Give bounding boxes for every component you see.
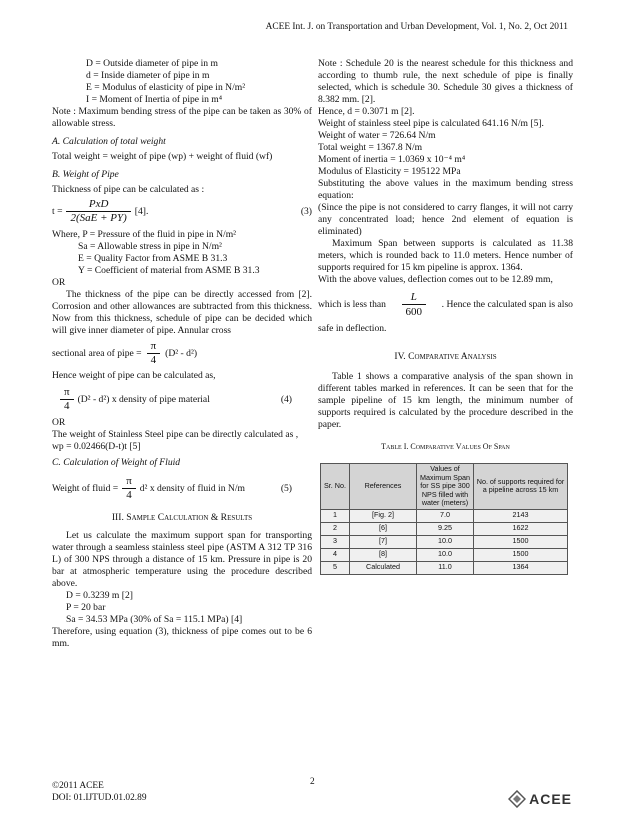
deflection-text: With the above values, deflection comes out to be 12.89 mm, <box>318 274 553 285</box>
schedule-note: Note : Schedule 20 is the nearest schedule for this thickness and according to thumb rule, the next schedule of pipe is finally selected, which is schedule 30. Schedule 30 gives a thickness of 8.382 mm. [2]. <box>318 58 573 105</box>
page-number: 2 <box>310 777 315 787</box>
cell-span: 10.0 <box>417 548 474 561</box>
cell-sr: 3 <box>321 535 350 548</box>
sample-paragraph: Let us calculate the maximum support span for transporting water through a seamless stainless steel pipe (ASTM A 312 TP 316 L) of 300 NPS through a distance of 15 km. Pressure in pipe is 20 bar at atmospheric temperature using the procedure described above. <box>52 530 312 589</box>
table-row <box>321 561 568 574</box>
value-D: D = 0.3239 m [2] <box>66 590 133 601</box>
hence-d: Hence, d = 0.3071 m [2]. <box>318 106 415 117</box>
footer <box>52 780 147 804</box>
running-header: ACEE Int. J. on Transportation and Urban Development, Vol. 1, No. 2, Oct 2011 <box>265 22 568 32</box>
eq3-ref: [4]. <box>134 205 149 217</box>
where-pressure: Where, P = Pressure of the fluid in pipe in N/m² <box>52 229 237 240</box>
total-weight-formula: Total weight = weight of pipe (wp) + weight of fluid (wf) <box>52 151 273 162</box>
wp-formula: wp = 0.02466(D-t)t [5] <box>52 441 141 452</box>
four-denominator: 4 <box>60 399 74 413</box>
eq5-number: (5) <box>280 482 292 494</box>
section-4-heading: IV. Comparative Analysis <box>394 351 497 362</box>
pi-numerator: π <box>64 386 70 398</box>
cell-span: 7.0 <box>417 509 474 522</box>
cell-sr: 5 <box>321 561 350 574</box>
col-supports: No. of supports required for a pipeline across 15 km <box>474 464 568 510</box>
section-3-heading: III. Sample Calculation & Results <box>111 512 253 523</box>
hence-weight: Hence weight of pipe can be calculated as, <box>52 370 216 381</box>
doi: DOI: 01.IJTUD.01.02.89 <box>52 793 147 803</box>
cell-ref: [Fig. 2] <box>350 509 417 522</box>
definition-d: d = Inside diameter of pipe in m <box>86 70 210 81</box>
area-fraction <box>147 340 161 367</box>
cell-span: 11.0 <box>417 561 474 574</box>
col-references: References <box>350 464 417 510</box>
cell-ref: [6] <box>350 522 417 535</box>
deflection-limit <box>318 290 573 319</box>
cell-ref: Calculated <box>350 561 417 574</box>
eq3-numerator: PxD <box>88 198 109 210</box>
eq4-rhs: (D² - d²) x density of pipe material <box>77 393 210 405</box>
value-Sa: Sa = 34.53 MPa (30% of Sa = 115.1 MPa) [4] <box>66 614 243 625</box>
table-row <box>321 522 568 535</box>
substituting-text: Substituting the above values in the maximum bending stress equation: <box>318 178 573 201</box>
eq3-number: (3) <box>300 205 312 217</box>
cell-sr: 1 <box>321 509 350 522</box>
value-P: P = 20 bar <box>66 602 106 613</box>
eq4-fraction <box>60 386 74 413</box>
thickness-intro: Thickness of pipe can be calculated as : <box>52 184 205 195</box>
four-denominator: 4 <box>147 353 161 367</box>
cell-supports: 2143 <box>474 509 568 522</box>
table-header-row <box>321 464 568 510</box>
since-text: (Since the pipe is not considered to carry flanges, it will not carry any concentrated load; hence 2nd element of equation is eliminated) <box>318 202 573 237</box>
where-sa: Sa = Allowable stress in pipe in N/m² <box>78 241 222 252</box>
four-denominator: 4 <box>122 488 136 502</box>
total-weight: Total weight = 1367.8 N/m <box>318 142 423 153</box>
area-rhs: (D² - d²) <box>165 347 198 359</box>
cell-sr: 2 <box>321 522 350 535</box>
col-max-span: Values of Maximum Span for SS pipe 300 NPS filled with water (meters) <box>417 464 474 510</box>
where-e: E = Quality Factor from ASME B 31.3 <box>78 253 228 264</box>
equation-5 <box>52 475 312 502</box>
table-row <box>321 548 568 561</box>
stainless-weight-text: The weight of Stainless Steel pipe can be directly calculated as , <box>52 429 299 440</box>
safe-text: safe in deflection. <box>318 323 387 334</box>
where-y: Y = Coefficient of material from ASME B 31.3 <box>78 265 260 276</box>
cell-supports: 1364 <box>474 561 568 574</box>
equation-3 <box>52 198 312 225</box>
eq3-lhs: t = <box>52 205 63 217</box>
cell-span: 10.0 <box>417 535 474 548</box>
thickness-paragraph: The thickness of the pipe can be directly accessed from [2]. Corrosion and other allowances are subtracted from this thickness. Now from this thickness, schedule of pipe can be decided which will give inner diameter of pipe. Annular cross <box>52 289 312 336</box>
left-column <box>52 58 312 650</box>
definition-D: D = Outside diameter of pipe in m <box>86 58 218 69</box>
cell-ref: [7] <box>350 535 417 548</box>
l-over-600 <box>402 290 427 319</box>
cell-ref: [8] <box>350 548 417 561</box>
area-lhs: sectional area of pipe = <box>52 347 142 359</box>
weight-water: Weight of water = 726.64 N/m <box>318 130 436 141</box>
definition-E: E = Modulus of elasticity of pipe in N/m² <box>86 82 246 93</box>
col-sr-no: Sr. No. <box>321 464 350 510</box>
eq3-fraction <box>66 198 130 225</box>
modulus-elasticity: Modulus of Elasticity = 195122 MPa <box>318 166 461 177</box>
moment-of-inertia: Moment of inertia = 1.0369 x 10⁻⁴ m⁴ <box>318 154 466 165</box>
comparative-paragraph: Table 1 shows a comparative analysis of the span shown in different tables marked in references. It can be seen that for the sample pipeline of 15 km length, the minimum number of supports required is calculated by the procedure described in the paper. <box>318 371 573 430</box>
fluid-lhs: Weight of fluid = <box>52 482 119 494</box>
therefore-text: Therefore, using equation (3), thickness of pipe comes out to be 6 mm. <box>52 626 312 649</box>
copyright: ©2011 ACEE <box>52 781 104 791</box>
cell-supports: 1500 <box>474 535 568 548</box>
comparative-table <box>320 463 568 575</box>
cell-span: 9.25 <box>417 522 474 535</box>
table-row <box>321 509 568 522</box>
definition-I: I = Moment of Inertia of pipe in m⁴ <box>86 94 223 105</box>
span-also-text: . Hence the calculated span is also <box>441 298 573 310</box>
eq5-fraction <box>122 475 136 502</box>
note-bending-stress: Note : Maximum bending stress of the pipe can be taken as 30% of allowable stress. <box>52 106 312 129</box>
table-title: Table I. Comparative Values Of Span <box>381 442 510 451</box>
max-span-text: Maximum Span between supports is calculated as 11.38 meters, which is rounded back to 11.0 meters. Hence number of supports required for 15 km pipeline is approx. 1364. <box>318 238 573 273</box>
acee-logo-icon <box>508 790 526 808</box>
equation-4 <box>52 386 312 413</box>
less-than-text: which is less than <box>318 298 386 310</box>
section-c-heading: C. Calculation of Weight of Fluid <box>52 457 181 468</box>
cell-supports: 1500 <box>474 548 568 561</box>
section-a-heading: A. Calculation of total weight <box>52 136 166 147</box>
cell-supports: 1622 <box>474 522 568 535</box>
weight-ss-pipe: Weight of stainless steel pipe is calculated 641.16 N/m [5]. <box>318 118 544 129</box>
cell-sr: 4 <box>321 548 350 561</box>
fluid-rhs: d² x density of fluid in N/m <box>139 482 245 494</box>
or-2: OR <box>52 417 66 428</box>
eq3-denominator: 2(SaE + PY) <box>66 211 130 225</box>
or-1: OR <box>52 277 66 288</box>
section-b-heading: B. Weight of Pipe <box>52 169 119 180</box>
acee-logo <box>508 790 572 808</box>
frac-600: 600 <box>402 304 427 319</box>
eq4-number: (4) <box>280 393 292 405</box>
table-row <box>321 535 568 548</box>
pi-numerator: π <box>126 475 132 487</box>
area-equation <box>52 340 312 367</box>
frac-L: L <box>410 291 417 303</box>
pi-numerator: π <box>150 340 157 352</box>
acee-logo-text: ACEE <box>529 791 572 807</box>
right-column <box>318 58 573 575</box>
